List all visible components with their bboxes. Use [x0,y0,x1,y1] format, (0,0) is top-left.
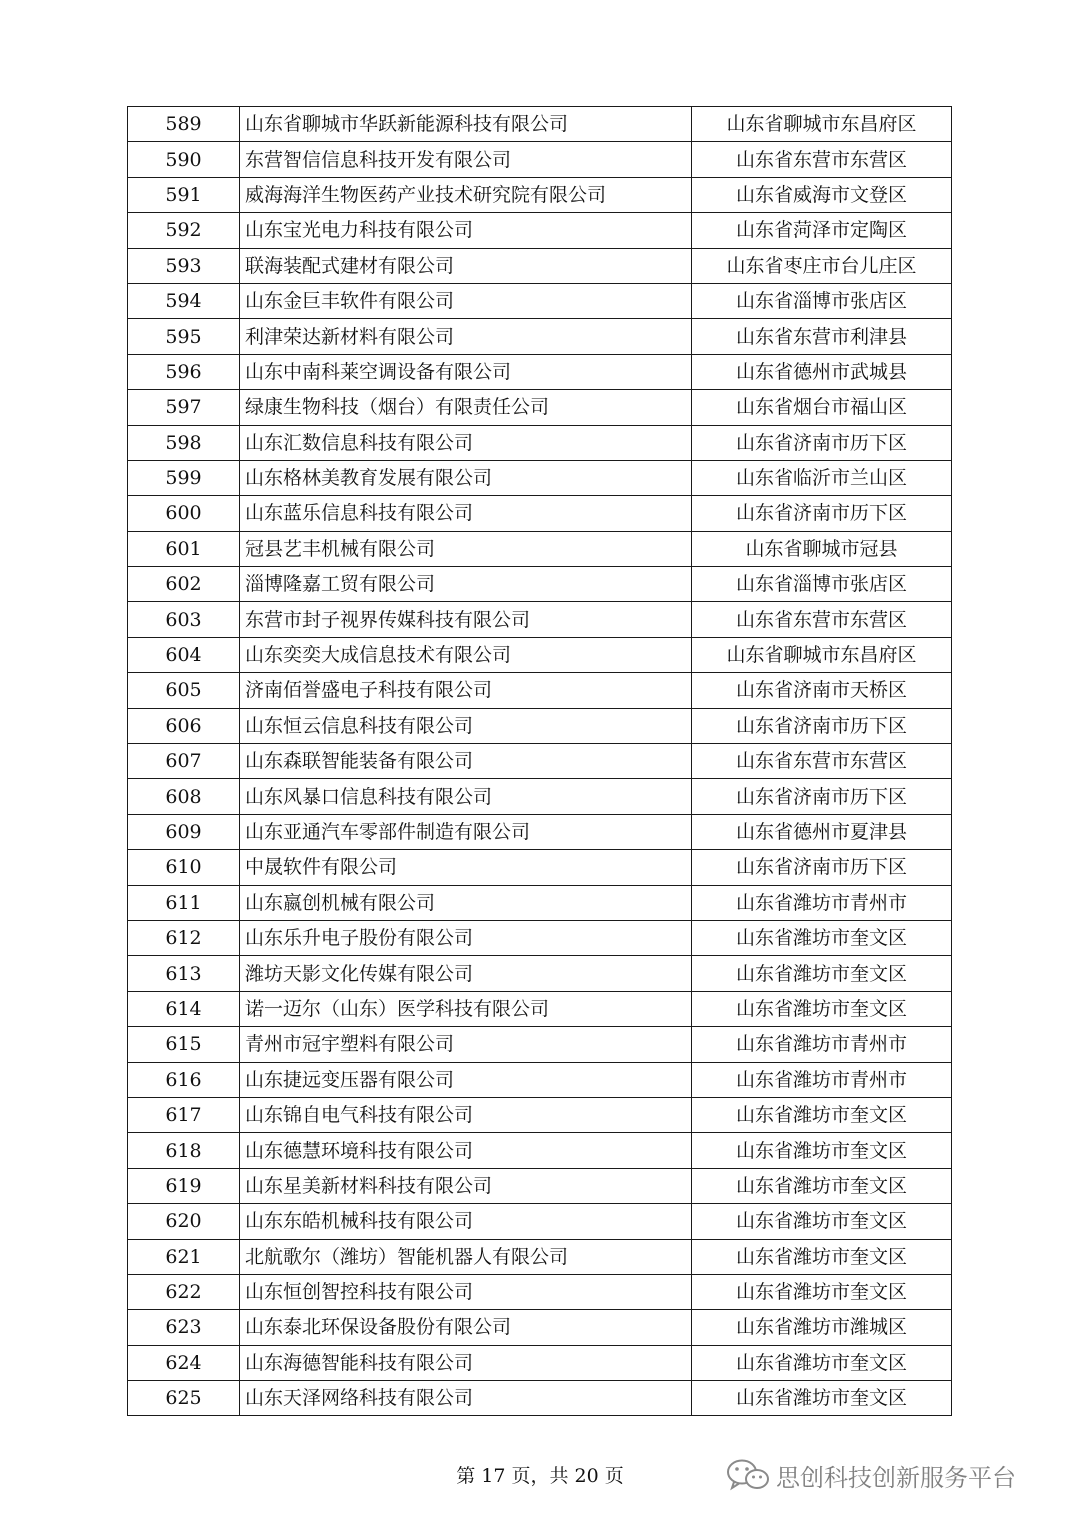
location-cell: 山东省潍坊市奎文区 [692,991,952,1026]
page-number: 第 17 页，共 20 页 [456,1465,624,1487]
company-name-cell: 青州市冠宇塑料有限公司 [240,1027,692,1062]
location-cell: 山东省济南市天桥区 [692,673,952,708]
company-name-cell: 山东捷远变压器有限公司 [240,1062,692,1097]
company-name-cell: 山东恒创智控科技有限公司 [240,1274,692,1309]
table-row [128,708,952,743]
company-name-cell: 山东泰北环保设备股份有限公司 [240,1310,692,1345]
company-name-cell: 北航歌尔（潍坊）智能机器人有限公司 [240,1239,692,1274]
row-number-cell: 613 [128,956,240,991]
table-row [128,567,952,602]
location-cell: 山东省淄博市张店区 [692,567,952,602]
company-name-cell: 利津荣达新材料有限公司 [240,319,692,354]
row-number-cell: 620 [128,1204,240,1239]
row-number-cell: 598 [128,425,240,460]
location-cell: 山东省济南市历下区 [692,850,952,885]
table-row [128,1097,952,1132]
company-name-cell: 山东恒云信息科技有限公司 [240,708,692,743]
location-cell: 山东省临沂市兰山区 [692,460,952,495]
company-name-cell: 山东森联智能装备有限公司 [240,744,692,779]
table-row [128,744,952,779]
row-number-cell: 607 [128,744,240,779]
location-cell: 山东省济南市历下区 [692,425,952,460]
company-name-cell: 山东中南科莱空调设备有限公司 [240,354,692,389]
company-name-cell: 山东汇数信息科技有限公司 [240,425,692,460]
table-row [128,213,952,248]
location-cell: 山东省潍坊市奎文区 [692,1133,952,1168]
row-number-cell: 618 [128,1133,240,1168]
table-row [128,637,952,672]
table-row [128,425,952,460]
table-row [128,956,952,991]
row-number-cell: 610 [128,850,240,885]
row-number-cell: 590 [128,142,240,177]
row-number-cell: 603 [128,602,240,637]
company-name-cell: 淄博隆嘉工贸有限公司 [240,567,692,602]
row-number-cell: 589 [128,107,240,142]
company-name-cell: 山东亚通汽车零部件制造有限公司 [240,814,692,849]
table-row [128,1168,952,1203]
row-number-cell: 604 [128,637,240,672]
table-row [128,1204,952,1239]
location-cell: 山东省菏泽市定陶区 [692,213,952,248]
row-number-cell: 593 [128,248,240,283]
location-cell: 山东省东营市东营区 [692,602,952,637]
company-name-cell: 济南佰誉盛电子科技有限公司 [240,673,692,708]
table-row [128,177,952,212]
location-cell: 山东省聊城市东昌府区 [692,637,952,672]
row-number-cell: 597 [128,390,240,425]
table-row [128,673,952,708]
company-name-cell: 诺一迈尔（山东）医学科技有限公司 [240,991,692,1026]
location-cell: 山东省聊城市东昌府区 [692,107,952,142]
table-row [128,814,952,849]
location-cell: 山东省烟台市福山区 [692,390,952,425]
table-row [128,531,952,566]
table-row [128,1239,952,1274]
location-cell: 山东省潍坊市潍城区 [692,1310,952,1345]
location-cell: 山东省潍坊市奎文区 [692,1274,952,1309]
row-number-cell: 619 [128,1168,240,1203]
watermark-text: 思创科技创新服务平台 [776,1463,1016,1492]
table-row [128,1381,952,1416]
table-row [128,602,952,637]
company-name-cell: 东营智信信息科技开发有限公司 [240,142,692,177]
table-row [128,1062,952,1097]
company-name-cell: 山东蓝乐信息科技有限公司 [240,496,692,531]
table-row [128,885,952,920]
table-row [128,1310,952,1345]
location-cell: 山东省枣庄市台儿庄区 [692,248,952,283]
table-row [128,248,952,283]
location-cell: 山东省潍坊市奎文区 [692,1097,952,1132]
company-name-cell: 山东东皓机械科技有限公司 [240,1204,692,1239]
company-name-cell: 山东省聊城市华跃新能源科技有限公司 [240,107,692,142]
location-cell: 山东省德州市武城县 [692,354,952,389]
row-number-cell: 591 [128,177,240,212]
row-number-cell: 594 [128,283,240,318]
wechat-icon [726,1458,770,1492]
location-cell: 山东省潍坊市奎文区 [692,1168,952,1203]
location-cell: 山东省济南市历下区 [692,779,952,814]
location-cell: 山东省淄博市张店区 [692,283,952,318]
row-number-cell: 599 [128,460,240,495]
location-cell: 山东省潍坊市奎文区 [692,1239,952,1274]
watermark [726,1455,1016,1495]
location-cell: 山东省聊城市冠县 [692,531,952,566]
row-number-cell: 592 [128,213,240,248]
row-number-cell: 606 [128,708,240,743]
table-row [128,850,952,885]
company-name-cell: 山东德慧环境科技有限公司 [240,1133,692,1168]
row-number-cell: 624 [128,1345,240,1380]
company-name-cell: 山东星美新材料科技有限公司 [240,1168,692,1203]
location-cell: 山东省潍坊市奎文区 [692,1345,952,1380]
location-cell: 山东省潍坊市奎文区 [692,1381,952,1416]
row-number-cell: 596 [128,354,240,389]
row-number-cell: 602 [128,567,240,602]
row-number-cell: 623 [128,1310,240,1345]
location-cell: 山东省东营市东营区 [692,744,952,779]
row-number-cell: 601 [128,531,240,566]
location-cell: 山东省德州市夏津县 [692,814,952,849]
company-name-cell: 山东宝光电力科技有限公司 [240,213,692,248]
location-cell: 山东省威海市文登区 [692,177,952,212]
company-name-cell: 潍坊天影文化传媒有限公司 [240,956,692,991]
company-name-cell: 山东奕奕大成信息技术有限公司 [240,637,692,672]
company-name-cell: 山东嬴创机械有限公司 [240,885,692,920]
company-name-cell: 山东海德智能科技有限公司 [240,1345,692,1380]
table-row [128,460,952,495]
table-body [128,107,952,1416]
row-number-cell: 616 [128,1062,240,1097]
table-row [128,354,952,389]
company-name-cell: 威海海洋生物医药产业技术研究院有限公司 [240,177,692,212]
table-row [128,390,952,425]
company-name-cell: 东营市封子视界传媒科技有限公司 [240,602,692,637]
table-row [128,142,952,177]
company-name-cell: 山东乐升电子股份有限公司 [240,920,692,955]
row-number-cell: 608 [128,779,240,814]
table-row [128,991,952,1026]
location-cell: 山东省潍坊市青州市 [692,885,952,920]
location-cell: 山东省潍坊市青州市 [692,1062,952,1097]
location-cell: 山东省东营市东营区 [692,142,952,177]
company-name-cell: 山东锦自电气科技有限公司 [240,1097,692,1132]
company-name-cell: 山东金巨丰软件有限公司 [240,283,692,318]
table-row [128,920,952,955]
row-number-cell: 625 [128,1381,240,1416]
location-cell: 山东省潍坊市奎文区 [692,956,952,991]
row-number-cell: 617 [128,1097,240,1132]
company-name-cell: 联海装配式建材有限公司 [240,248,692,283]
table-row [128,1027,952,1062]
table-row [128,319,952,354]
location-cell: 山东省潍坊市奎文区 [692,1204,952,1239]
location-cell: 山东省东营市利津县 [692,319,952,354]
table-row [128,779,952,814]
table-row [128,1274,952,1309]
location-cell: 山东省潍坊市青州市 [692,1027,952,1062]
row-number-cell: 612 [128,920,240,955]
location-cell: 山东省济南市历下区 [692,496,952,531]
row-number-cell: 621 [128,1239,240,1274]
row-number-cell: 611 [128,885,240,920]
row-number-cell: 615 [128,1027,240,1062]
table-row [128,283,952,318]
table-row [128,1345,952,1380]
location-cell: 山东省潍坊市奎文区 [692,920,952,955]
company-name-cell: 中晟软件有限公司 [240,850,692,885]
table-row [128,107,952,142]
company-list-table [127,106,952,1416]
row-number-cell: 609 [128,814,240,849]
row-number-cell: 595 [128,319,240,354]
company-name-cell: 山东风暴口信息科技有限公司 [240,779,692,814]
company-name-cell: 冠县艺丰机械有限公司 [240,531,692,566]
row-number-cell: 614 [128,991,240,1026]
company-name-cell: 绿康生物科技（烟台）有限责任公司 [240,390,692,425]
row-number-cell: 600 [128,496,240,531]
row-number-cell: 605 [128,673,240,708]
location-cell: 山东省济南市历下区 [692,708,952,743]
row-number-cell: 622 [128,1274,240,1309]
company-name-cell: 山东格林美教育发展有限公司 [240,460,692,495]
company-name-cell: 山东天泽网络科技有限公司 [240,1381,692,1416]
table-row [128,1133,952,1168]
table-row [128,496,952,531]
